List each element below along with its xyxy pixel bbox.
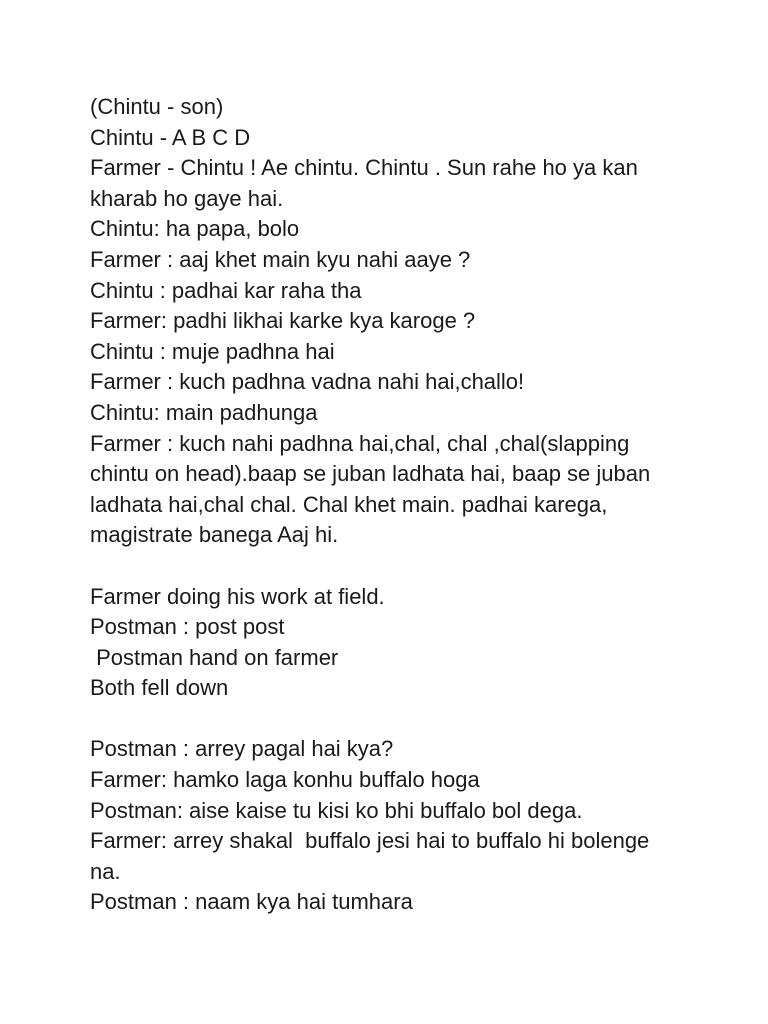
text-line: Farmer: padhi likhai karke kya karoge ? [90,308,476,334]
paragraph-1 [90,92,690,551]
text-line: Farmer: arrey shakal buffalo jesi hai to buffalo hi bolenge [90,828,650,854]
text-line: Farmer doing his work at field. [90,583,385,609]
text-line: Chintu : muje padhna hai [90,338,335,364]
script-text [90,92,690,918]
text-line: Postman : arrey pagal hai kya? [90,736,394,762]
text-line: Farmer - Chintu ! Ae chintu. Chintu . Sun rahe ho ya kan [90,155,638,181]
paragraph-2 [90,582,690,704]
paragraph-spacer [90,704,690,735]
text-line: (Chintu - son) [90,94,224,119]
text-line: Postman: aise kaise tu kisi ko bhi buffalo bol dega. [90,797,583,823]
text-line: Postman hand on farmer [90,644,339,670]
text-line: Farmer: hamko laga konhu buffalo hoga [90,767,480,793]
text-line: Chintu - A B C D [90,124,251,150]
text-line: Farmer : kuch nahi padhna hai,chal, chal ,chal(slapping [90,430,630,456]
text-line: Postman : post post [90,614,285,640]
text-line: kharab ho gaye hai. [90,185,284,211]
text-line: Chintu: ha papa, bolo [90,216,300,242]
paragraph-3 [90,734,690,918]
text-line: Both fell down [90,675,229,701]
text-line: Chintu: main padhunga [90,399,318,425]
text-line: na. [90,858,121,884]
text-line: Farmer : aaj khet main kyu nahi aaye ? [90,246,471,272]
text-line: Farmer : kuch padhna vadna nahi hai,challo! [90,369,525,395]
paragraph-spacer [90,551,690,582]
text-line: magistrate banega Aaj hi. [90,522,339,548]
text-line: ladhata hai,chal chal. Chal khet main. padhai karega, [90,491,608,517]
text-line: Chintu : padhai kar raha tha [90,277,362,303]
text-line: Postman : naam kya hai tumhara [90,889,413,915]
text-line: chintu on head).baap se juban ladhata hai, baap se juban [90,461,651,487]
